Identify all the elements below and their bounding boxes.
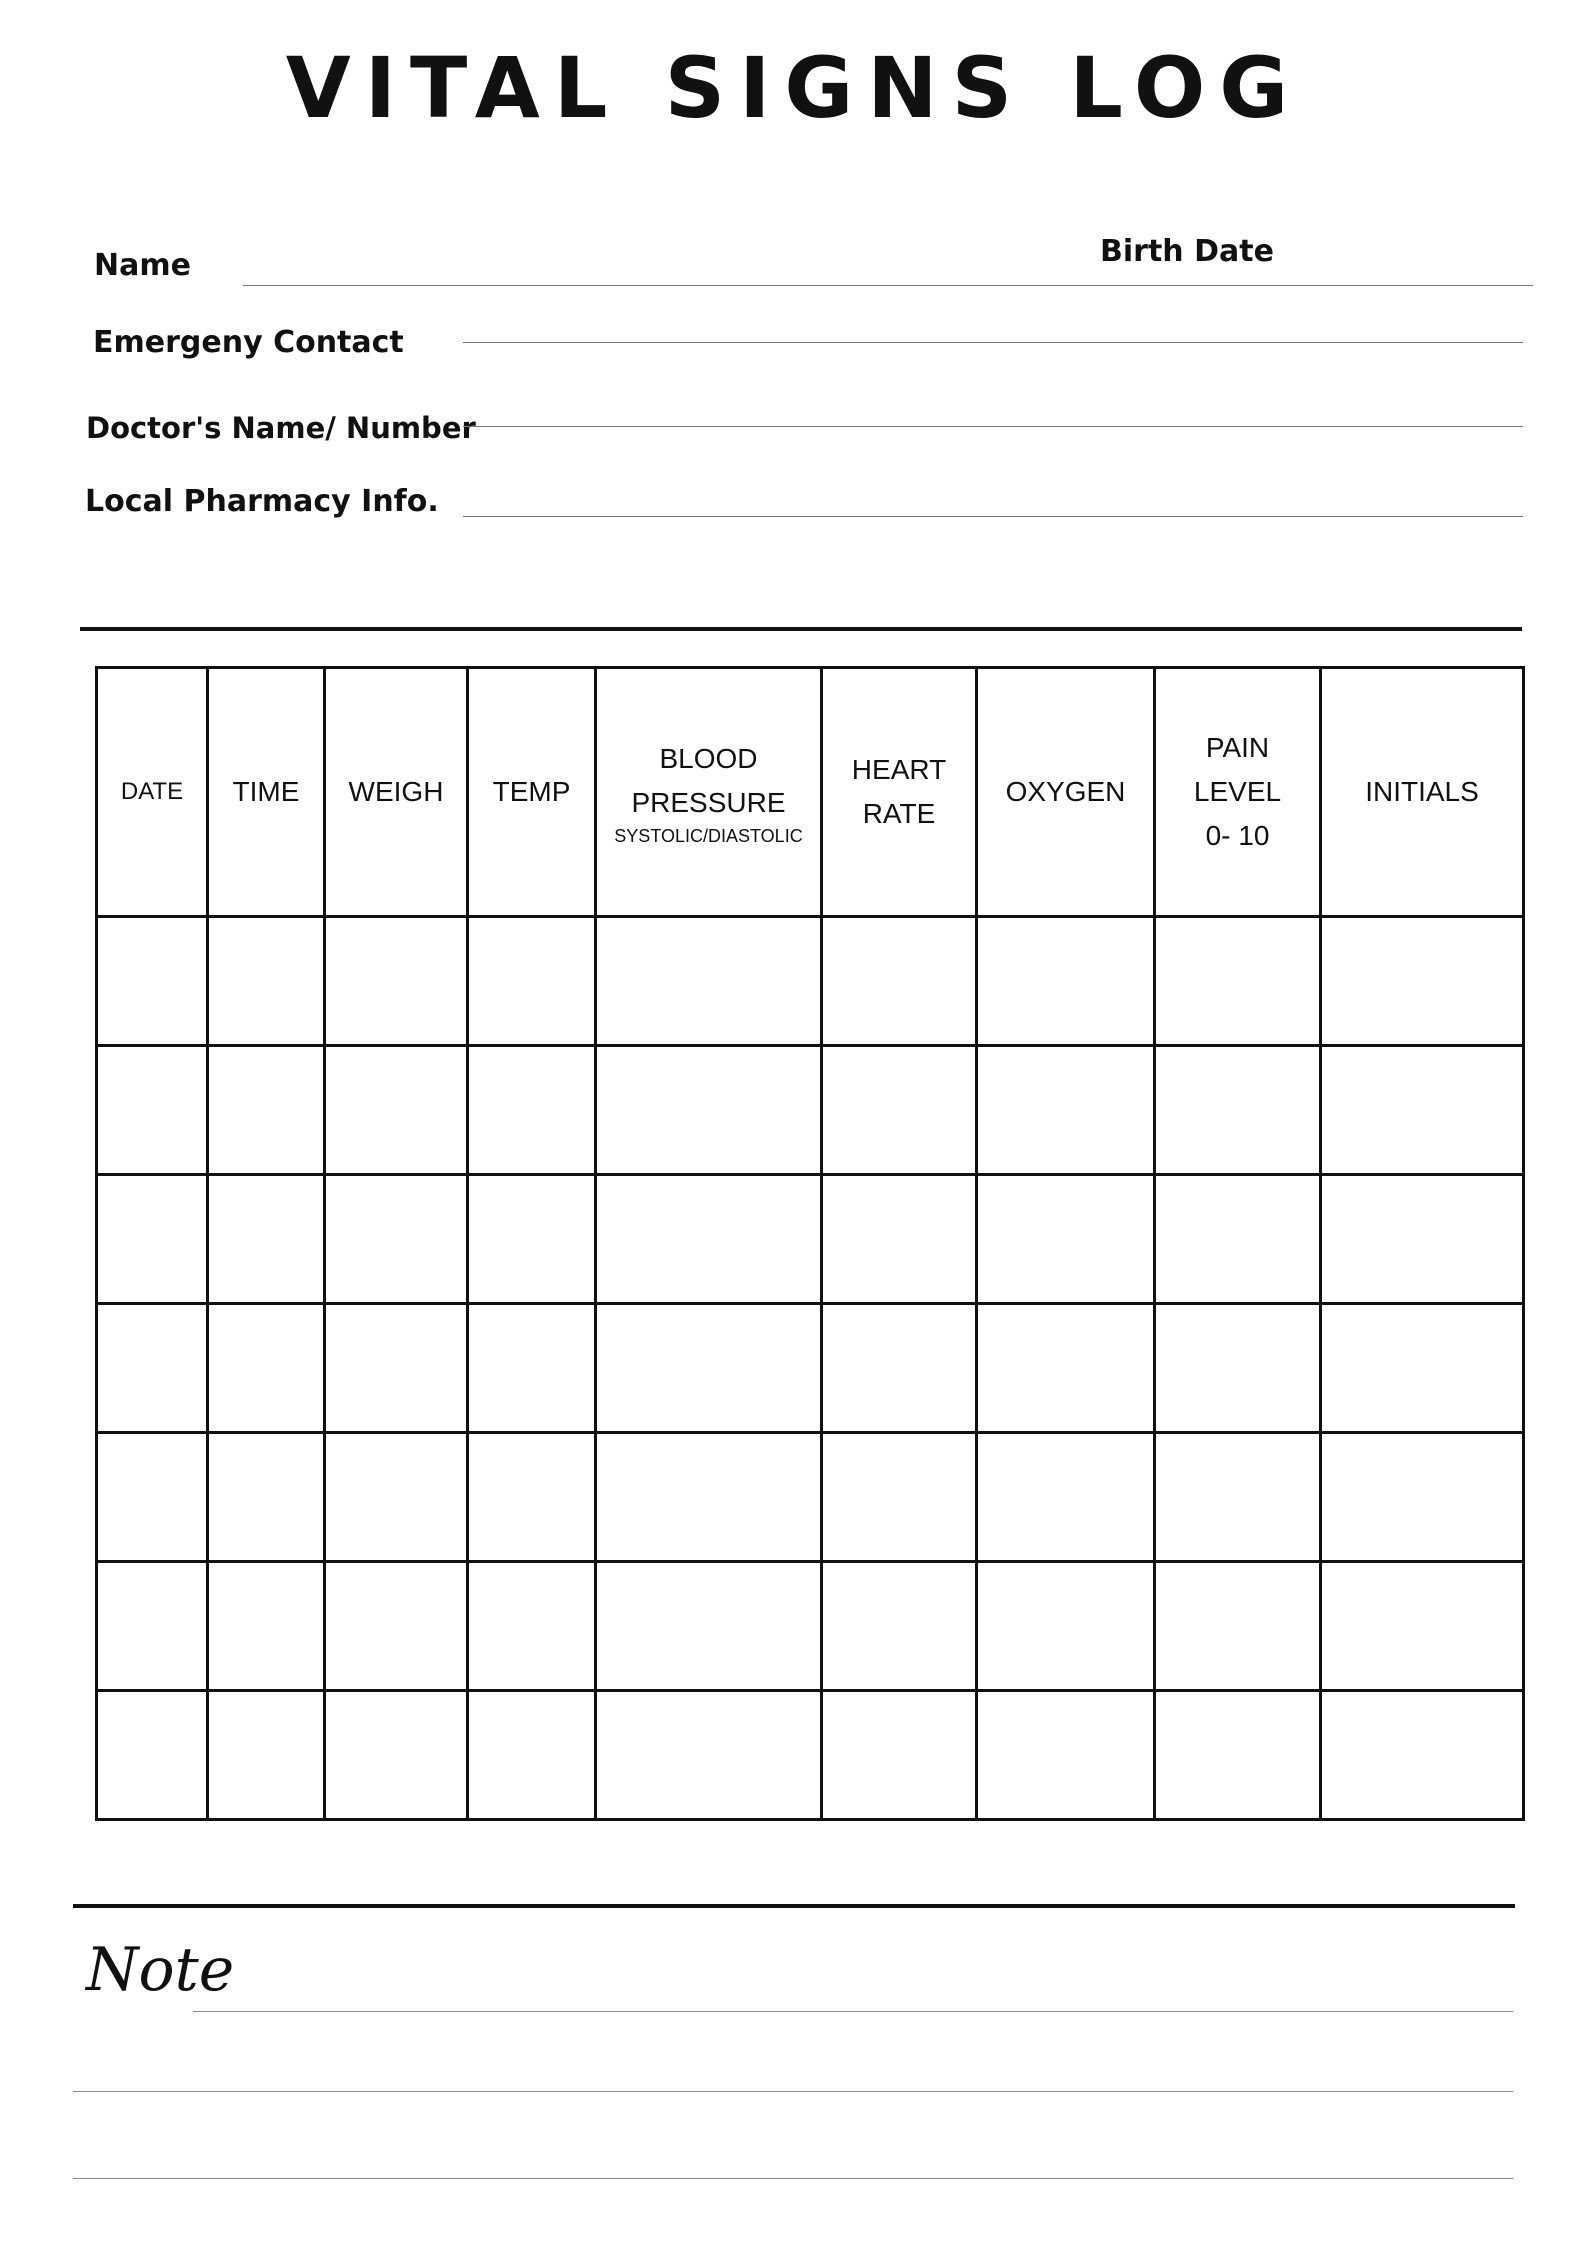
cell-pain-level[interactable] [1155,917,1321,1046]
header-weigh: WEIGH [325,668,468,917]
cell-date[interactable] [97,1433,208,1562]
cell-initials[interactable] [1321,1433,1524,1562]
cell-weigh[interactable] [325,1304,468,1433]
cell-pain-level[interactable] [1155,1175,1321,1304]
cell-time[interactable] [208,1691,325,1820]
birth-date-label: Birth Date [1100,234,1274,269]
cell-pain-level[interactable] [1155,1562,1321,1691]
cell-temp[interactable] [468,1175,596,1304]
cell-oxygen[interactable] [977,1046,1155,1175]
cell-date[interactable] [97,1691,208,1820]
section-divider-top [80,627,1522,631]
header-heart-rate-line1: HEART [851,754,947,785]
cell-temp[interactable] [468,1433,596,1562]
cell-oxygen[interactable] [977,1433,1155,1562]
cell-oxygen[interactable] [977,1304,1155,1433]
emergency-contact-label: Emergeny Contact [93,325,404,360]
cell-date[interactable] [97,1562,208,1691]
note-line-2[interactable] [73,2091,1513,2092]
cell-temp[interactable] [468,1562,596,1691]
cell-blood-pressure[interactable] [596,917,822,1046]
note-line-3[interactable] [73,2178,1513,2179]
table-row [97,1691,1524,1820]
cell-temp[interactable] [468,917,596,1046]
header-date: DATE [97,668,208,917]
cell-date[interactable] [97,1304,208,1433]
cell-weigh[interactable] [325,1046,468,1175]
cell-pain-level[interactable] [1155,1046,1321,1175]
table-row [97,1433,1524,1562]
header-oxygen: OXYGEN [977,668,1155,917]
note-label: Note [86,1935,235,2005]
header-blood-pressure-line2: PRESSURE [631,787,786,818]
cell-weigh[interactable] [325,917,468,1046]
header-heart-rate-line2: RATE [862,798,936,829]
header-blood-pressure-line1: BLOOD [659,743,758,774]
cell-blood-pressure[interactable] [596,1046,822,1175]
name-birthdate-line[interactable] [243,285,1533,286]
cell-heart-rate[interactable] [822,1046,977,1175]
note-line-1[interactable] [193,2011,1513,2012]
cell-blood-pressure[interactable] [596,1691,822,1820]
cell-initials[interactable] [1321,917,1524,1046]
cell-temp[interactable] [468,1046,596,1175]
cell-initials[interactable] [1321,1175,1524,1304]
header-initials: INITIALS [1321,668,1524,917]
cell-oxygen[interactable] [977,1175,1155,1304]
cell-pain-level[interactable] [1155,1691,1321,1820]
cell-date[interactable] [97,917,208,1046]
table-row [97,917,1524,1046]
cell-time[interactable] [208,1433,325,1562]
header-pain-line3: 0- 10 [1205,820,1270,851]
table-row [97,1175,1524,1304]
cell-time[interactable] [208,1175,325,1304]
section-divider-bottom [73,1904,1515,1908]
cell-weigh[interactable] [325,1562,468,1691]
cell-heart-rate[interactable] [822,1175,977,1304]
cell-time[interactable] [208,1562,325,1691]
vital-signs-table [95,666,1525,1821]
header-blood-pressure-sub: SYSTOLIC/DIASTOLIC [614,826,803,846]
cell-initials[interactable] [1321,1562,1524,1691]
doctor-line[interactable] [463,426,1523,427]
header-blood-pressure [596,668,822,917]
pharmacy-label: Local Pharmacy Info. [85,484,439,519]
table-body [97,917,1524,1820]
cell-date[interactable] [97,1175,208,1304]
cell-weigh[interactable] [325,1433,468,1562]
table-row [97,1304,1524,1433]
cell-initials[interactable] [1321,1691,1524,1820]
header-time: TIME [208,668,325,917]
cell-temp[interactable] [468,1304,596,1433]
cell-blood-pressure[interactable] [596,1562,822,1691]
cell-pain-level[interactable] [1155,1304,1321,1433]
cell-initials[interactable] [1321,1304,1524,1433]
table-row [97,1562,1524,1691]
header-pain-line2: LEVEL [1193,776,1282,807]
cell-temp[interactable] [468,1691,596,1820]
cell-heart-rate[interactable] [822,917,977,1046]
doctor-label: Doctor's Name/ Number [86,411,476,445]
name-label: Name [94,248,191,283]
cell-heart-rate[interactable] [822,1433,977,1562]
cell-time[interactable] [208,917,325,1046]
pharmacy-line[interactable] [463,516,1523,517]
cell-heart-rate[interactable] [822,1304,977,1433]
cell-pain-level[interactable] [1155,1433,1321,1562]
header-pain-level [1155,668,1321,917]
emergency-contact-line[interactable] [463,342,1523,343]
cell-oxygen[interactable] [977,917,1155,1046]
header-pain-line1: PAIN [1205,732,1270,763]
cell-time[interactable] [208,1304,325,1433]
table-header-row [97,668,1524,917]
cell-initials[interactable] [1321,1046,1524,1175]
header-heart-rate [822,668,977,917]
header-temp: TEMP [468,668,596,917]
page-title: VITAL SIGNS LOG [285,39,1303,137]
cell-date[interactable] [97,1046,208,1175]
cell-blood-pressure[interactable] [596,1304,822,1433]
table-row [97,1046,1524,1175]
cell-heart-rate[interactable] [822,1691,977,1820]
cell-blood-pressure[interactable] [596,1433,822,1562]
cell-oxygen[interactable] [977,1691,1155,1820]
cell-time[interactable] [208,1046,325,1175]
cell-blood-pressure[interactable] [596,1175,822,1304]
cell-weigh[interactable] [325,1691,468,1820]
cell-weigh[interactable] [325,1175,468,1304]
cell-heart-rate[interactable] [822,1562,977,1691]
cell-oxygen[interactable] [977,1562,1155,1691]
